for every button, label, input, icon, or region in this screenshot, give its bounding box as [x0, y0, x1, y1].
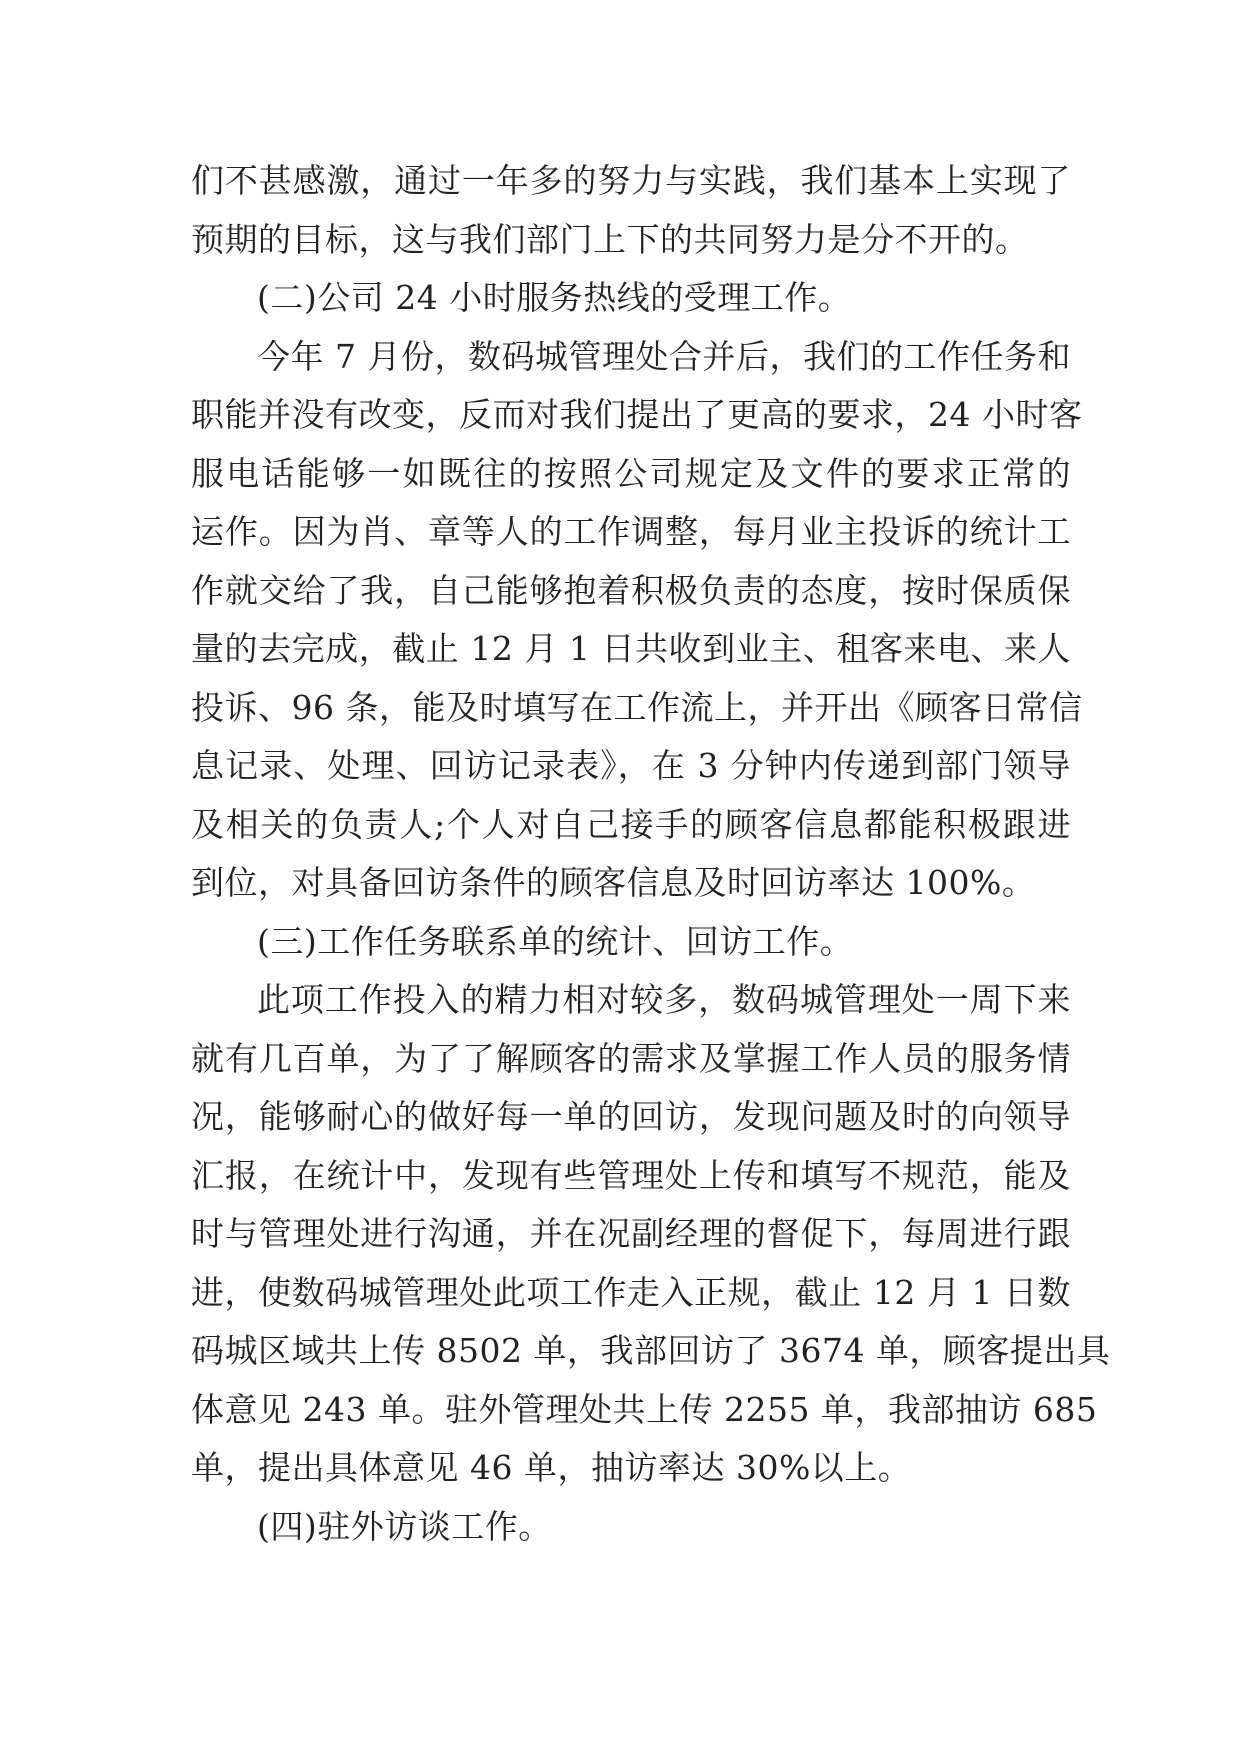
text-line: 及相关的负责人;个人对自己接手的顾客信息都能积极跟进 — [191, 804, 1071, 844]
text-line: 时与管理处进行沟通，并在况副经理的督促下，每周进行跟 — [191, 1214, 1071, 1253]
text-line: 汇报，在统计中，发现有些管理处上传和填写不规范，能及 — [191, 1155, 1071, 1195]
text-line: 今年 7 月份，数码城管理处合并后，我们的工作任务和 — [257, 336, 1071, 376]
text-line: 职能并没有改变，反而对我们提出了更高的要求，24 小时客 — [191, 395, 1083, 434]
text-line: (四)驻外访谈工作。 — [257, 1506, 552, 1546]
text-line: (三)工作任务联系单的统计、回访工作。 — [257, 921, 854, 961]
text-line: 投诉、96 条，能及时填写在工作流上，并开出《顾客日常信 — [191, 687, 1083, 727]
text-line: 码城区域共上传 8502 单，我部回访了 3674 单，顾客提出具 — [191, 1331, 1111, 1370]
document-body — [191, 152, 1111, 1556]
text-line: 体意见 243 单。驻外管理处共上传 2255 单，我部抽访 685 — [191, 1389, 1098, 1429]
text-line: 服电话能够一如既往的按照公司规定及文件的要求正常的 — [191, 453, 1071, 493]
text-line: (二)公司 24 小时服务热线的受理工作。 — [257, 278, 852, 317]
text-line: 作就交给了我，自己能够抱着积极负责的态度，按时保质保 — [191, 570, 1071, 610]
text-line: 单，提出具体意见 46 单，抽访率达 30%以上。 — [191, 1448, 912, 1487]
text-line: 运作。因为肖、章等人的工作调整，每月业主投诉的统计工 — [191, 512, 1071, 551]
text-line: 况，能够耐心的做好每一单的回访，发现问题及时的向领导 — [191, 1097, 1071, 1136]
text-line: 进，使数码城管理处此项工作走入正规，截止 12 月 1 日数 — [191, 1272, 1071, 1312]
text-line: 此项工作投入的精力相对较多，数码城管理处一周下来 — [257, 980, 1071, 1019]
text-line: 就有几百单，为了了解顾客的需求及掌握工作人员的服务情 — [191, 1038, 1071, 1078]
text-line: 们不甚感激，通过一年多的努力与实践，我们基本上实现了 — [191, 161, 1071, 200]
text-line: 预期的目标，这与我们部门上下的共同努力是分不开的。 — [191, 219, 1029, 259]
text-line: 到位，对具备回访条件的顾客信息及时回访率达 100%。 — [191, 863, 1036, 902]
text-line: 息记录、处理、回访记录表》，在 3 分钟内传递到部门领导 — [191, 746, 1071, 785]
text-line: 量的去完成，截止 12 月 1 日共收到业主、租客来电、来人 — [191, 629, 1071, 668]
